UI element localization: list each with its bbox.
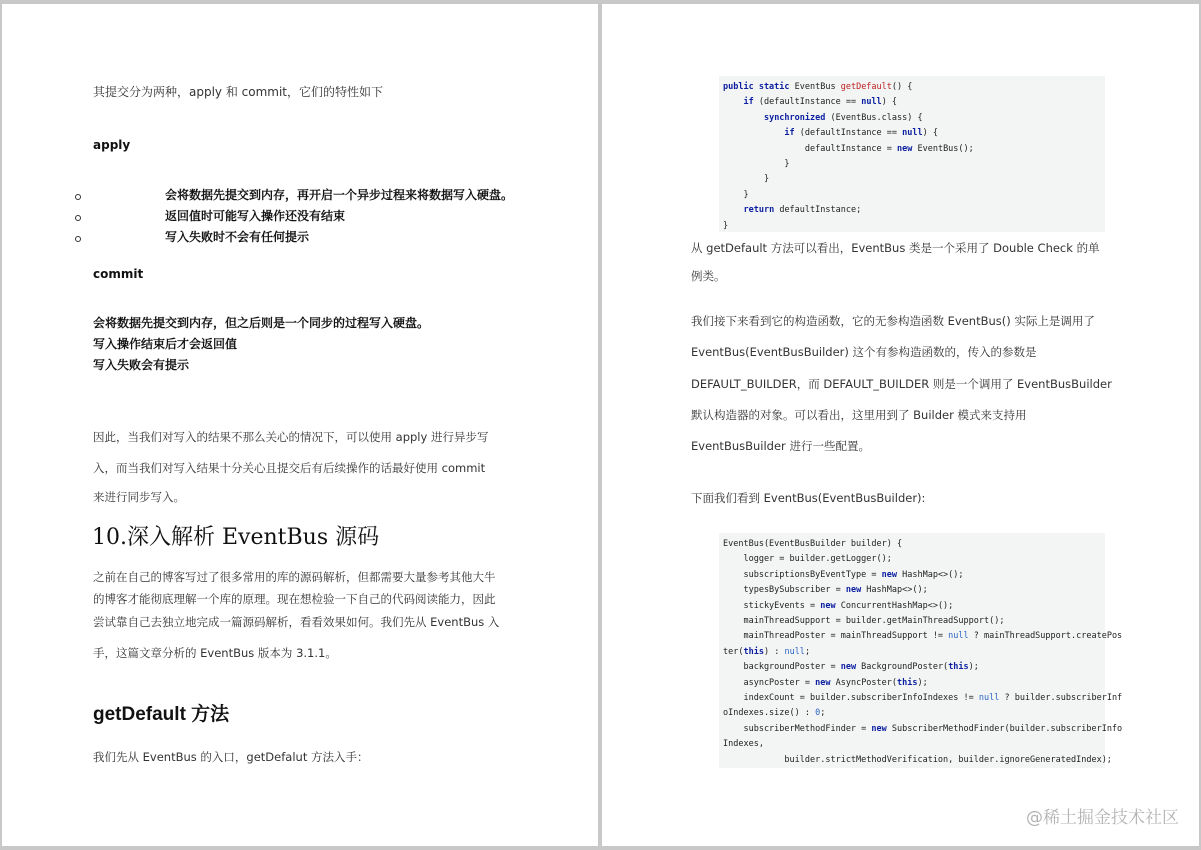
section-body-line: 手，这篇文章分析的 EventBus 版本为 3.1.1。 xyxy=(93,646,337,660)
code-line: oIndexes.size() : 0; xyxy=(723,708,826,719)
code-line: indexCount = builder.subscriberInfoIndexes != null ? builder.subscriberInf xyxy=(723,693,1123,703)
code-line: typesBySubscriber = new HashMap<>(); xyxy=(723,585,928,596)
paragraph-line: EventBus(EventBusBuilder) 这个有参构造函数的，传入的参数是 xyxy=(691,345,1037,359)
section-body-line: 的博客才能彻底理解一个库的原理。现在想检验一下自己的代码阅读能力，因此 xyxy=(93,592,496,606)
code-line: logger = builder.getLogger(); xyxy=(723,554,892,565)
code-line: mainThreadPoster = mainThreadSupport != null ? mainThreadSupport.createPos xyxy=(723,631,1123,642)
document-page-left xyxy=(2,4,598,846)
code-line: synchronized (EventBus.class) { xyxy=(763,112,923,123)
code-line: Indexes, xyxy=(723,739,764,750)
code-line: } xyxy=(723,174,770,185)
paragraph-line: 从 getDefault 方法可以看出，EventBus 类是一个采用了 Double Check 的单 xyxy=(691,241,1100,255)
commit-item: 会将数据先提交到内存，但之后则是一个同步的过程写入硬盘。 xyxy=(93,316,430,330)
paragraph-line: EventBusBuilder 进行一些配置。 xyxy=(691,439,870,453)
code-line: EventBus(EventBusBuilder builder) { xyxy=(723,539,903,549)
code-line: subscriberMethodFinder = new SubscriberMethodFinder(builder.subscriberInfo xyxy=(723,723,1123,734)
code-line: backgroundPoster = new BackgroundPoster(this); xyxy=(723,662,979,673)
paragraph-line: DEFAULT_BUILDER，而 DEFAULT_BUILDER 则是一个调用了 EventBusBuilder xyxy=(691,377,1112,391)
code-line: public static EventBus getDefault() { xyxy=(723,82,913,92)
conclusion-line: 因此，当我们对写入的结果不那么关心的情况下，可以使用 apply 进行异步写 xyxy=(93,430,489,444)
paragraph-line: 下面我们看到 EventBus(EventBusBuilder): xyxy=(691,491,926,505)
commit-item: 写入失败会有提示 xyxy=(93,358,190,372)
paragraph-line: 我们接下来看到它的构造函数，它的无参构造函数 EventBus() 实际上是调用了 xyxy=(691,314,1095,328)
bullet-circle xyxy=(75,236,81,242)
section-body-line: 之前在自己的博客写过了很多常用的库的源码解析，但都需要大量参考其他大牛 xyxy=(93,570,496,584)
document-page-right xyxy=(602,4,1199,846)
section-title: 10.深入解析 EventBus 源码 xyxy=(92,525,380,550)
conclusion-line: 来进行同步写入。 xyxy=(93,490,185,504)
conclusion-line: 入，而当我们对写入结果十分关心且提交后有后续操作的话最好使用 commit xyxy=(93,461,486,475)
code-line: } xyxy=(723,159,790,169)
subsection-body: 我们先从 EventBus 的入口，getDefalut 方法入手： xyxy=(93,750,369,764)
code-line: return defaultInstance; xyxy=(743,205,862,216)
code-line: stickyEvents = new ConcurrentHashMap<>(); xyxy=(723,600,954,611)
code-line: subscriptionsByEventType = new HashMap<>(); xyxy=(723,569,964,580)
bullet-circle xyxy=(75,215,81,221)
code-line: if (defaultInstance == null) { xyxy=(743,97,898,108)
code-block-getdefault xyxy=(719,76,1105,232)
section-body-line: 尝试靠自己去独立地完成一篇源码解析，看看效果如何。我们先从 EventBus 入 xyxy=(93,615,500,629)
code-line: ter(this) : null; xyxy=(723,646,811,657)
bullet-circle xyxy=(75,194,81,200)
code-block-constructor xyxy=(719,533,1123,768)
subsection-title: getDefault 方法 xyxy=(93,704,230,725)
code-line: builder.strictMethodVerification, builder.ignoreGeneratedIndex); xyxy=(723,754,1112,765)
apply-heading: apply xyxy=(93,138,131,152)
code-line: } xyxy=(723,220,729,231)
code-line: asyncPoster = new AsyncPoster(this); xyxy=(723,677,928,688)
commit-item: 写入操作结束后才会返回值 xyxy=(93,337,238,351)
code-line: if (defaultInstance == null) { xyxy=(784,128,938,139)
commit-heading: commit xyxy=(93,267,144,281)
code-line: defaultInstance = new EventBus(); xyxy=(723,143,974,154)
intro-text: 其提交分为两种，apply 和 commit，它们的特性如下 xyxy=(93,85,384,99)
apply-item: 写入失败时不会有任何提示 xyxy=(165,230,310,244)
watermark: @稀土掘金技术社区 xyxy=(1026,808,1179,828)
code-line: mainThreadSupport = builder.getMainThreadSupport(); xyxy=(723,616,1005,626)
paragraph-line: 例类。 xyxy=(691,269,726,283)
paragraph-line: 默认构造器的对象。可以看出，这里用到了 Builder 模式来支持用 xyxy=(691,408,1027,422)
apply-item: 返回值时可能写入操作还没有结束 xyxy=(165,209,346,223)
apply-item: 会将数据先提交到内存，再开启一个异步过程来将数据写入硬盘。 xyxy=(165,188,514,202)
code-line: } xyxy=(723,189,749,200)
